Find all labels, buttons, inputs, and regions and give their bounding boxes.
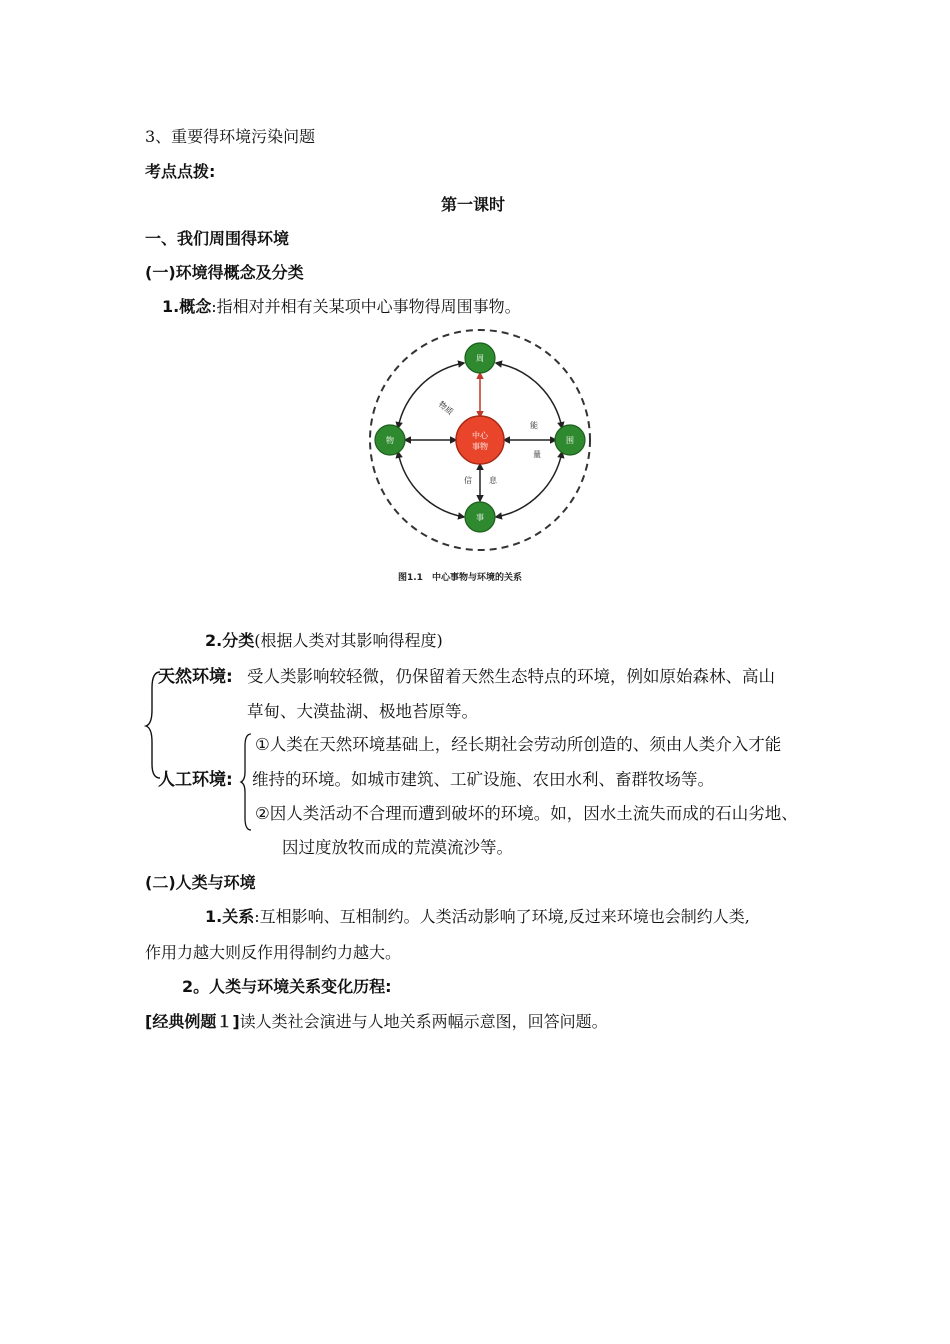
center-environment-diagram [360, 325, 595, 590]
classification-line [205, 631, 443, 651]
tip-label: 考点点拨: [145, 162, 216, 181]
concept-text: :指相对并相有关某项中心事物得周围事物。 [211, 297, 521, 316]
arc-bottom-left [398, 452, 464, 517]
concept-label: 1.概念 [162, 297, 212, 316]
node-left-label: 物 [386, 436, 394, 445]
label-info-2: 息 [489, 476, 497, 485]
history-title: 2。人类与环境关系变化历程: [182, 977, 392, 996]
artificial-item2-line1: ②因人类活动不合理而遭到破坏的环境。如，因水土流失而成的石山劣地、 [255, 804, 798, 823]
lesson-title: 第一课时 [441, 195, 506, 214]
node-right-label: 围 [566, 436, 574, 445]
example-line [145, 1012, 608, 1032]
example-label: [经典例题１] [145, 1012, 240, 1031]
label-material: 物质 [436, 399, 455, 417]
arc-bottom-right [496, 452, 562, 517]
artificial-item1-line1: ①人类在天然环境基础上，经长期社会劳动所创造的、须由人类介入才能 [255, 735, 782, 754]
inner-brace [239, 732, 253, 832]
sub2-title: (二)人类与环境 [145, 873, 256, 892]
artificial-item1-line2: 维持的环境。如城市建筑、工矿设施、农田水利、畜群牧场等。 [252, 770, 714, 789]
node-top-label: 周 [476, 354, 484, 363]
outer-brace [144, 668, 164, 838]
diagram-svg [360, 325, 595, 590]
center-label-1: 中心 [472, 431, 488, 440]
relation-text: :互相影响、互相制约。人类活动影响了环境,反过来环境也会制约人类, [254, 907, 750, 926]
natural-env-label: 天然环境: [158, 667, 233, 687]
heading-item3: 3、重要得环境污染问题 [145, 127, 316, 146]
classification-text: (根据人类对其影响得程度) [254, 631, 443, 650]
natural-env-line1: 受人类影响较轻微，仍保留着天然生态特点的环境，例如原始森林、高山 [247, 667, 775, 686]
classification-label: 2.分类 [205, 631, 255, 650]
center-label-2: 事物 [472, 442, 488, 451]
relation-label: 1.关系 [205, 907, 255, 926]
artificial-item2-line2: 因过度放牧而成的荒漠流沙等。 [282, 838, 513, 857]
natural-env-line2: 草甸、大漠盐湖、极地苔原等。 [247, 702, 478, 721]
center-node [456, 416, 504, 464]
node-bottom-label: 事 [476, 513, 484, 522]
relation-line [205, 907, 750, 927]
label-energy-2: 量 [533, 450, 541, 459]
concept-line [162, 297, 521, 317]
figure-caption: 图1.1 中心事物与环境的关系 [398, 573, 522, 583]
artificial-env-label: 人工环境: [158, 770, 233, 790]
section1-title: 一、我们周围得环境 [145, 229, 290, 248]
arc-top-right [496, 363, 562, 428]
arc-top-left [398, 363, 464, 428]
relation-line2: 作用力越大则反作用得制约力越大。 [145, 943, 402, 962]
sub1-title: (一)环境得概念及分类 [145, 263, 304, 282]
example-text: 读人类社会演进与人地关系两幅示意图，回答问题。 [239, 1012, 608, 1031]
label-info-1: 信 [464, 476, 472, 485]
label-energy-1: 能 [530, 421, 538, 430]
